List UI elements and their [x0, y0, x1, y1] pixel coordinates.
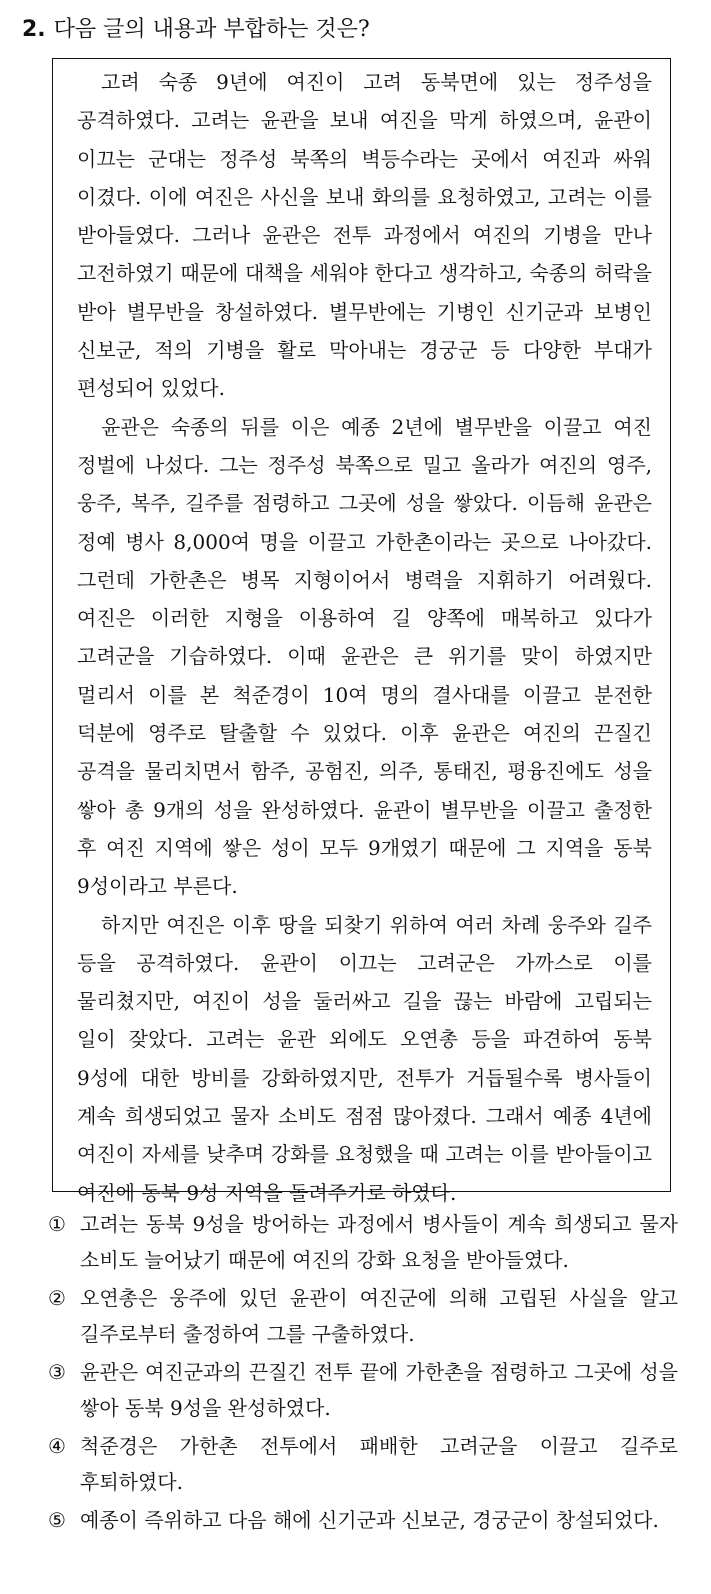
- question-prompt: 다음 글의 내용과 부합하는 것은?: [53, 17, 370, 42]
- choice-text: 척준경은 가한촌 전투에서 패배한 고려군을 이끌고 길주로 후퇴하였다.: [80, 1434, 678, 1494]
- question-header: [22, 14, 370, 46]
- choice-text: 윤관은 여진군과의 끈질긴 전투 끝에 가한촌을 점령하고 그곳에 성을 쌓아 동북 9성을 완성하였다.: [80, 1360, 678, 1420]
- passage-box: [52, 58, 671, 1205]
- choice-3[interactable]: [48, 1354, 678, 1426]
- choice-number: ⑤: [48, 1508, 66, 1532]
- question-number: 2.: [22, 17, 46, 42]
- choice-5[interactable]: [48, 1502, 678, 1538]
- choice-number: ③: [48, 1360, 66, 1384]
- choice-4[interactable]: [48, 1428, 678, 1500]
- choice-number: ①: [48, 1212, 66, 1236]
- passage-paragraph-3: 하지만 여진은 이후 땅을 되찾기 위하여 여러 차례 웅주와 길주 등을 공격하였다. 윤관이 이끄는 고려군은 가까스로 이를 물리쳤지만, 여진이 성을 둘러싸고 길을 끊는 바람에 고립되는 일이 잦았다. 고려는 윤관 외에도 오연총 등을 파견하여 동북 9성에 대한 방비를 강화하였지만, 전투가 거듭될수록 병사들이 계속 희생되었고 물자 소비도 점점 많아졌다. 그래서 예종 4년에 여진이 자세를 낮추며 강화를 요청했을 때 고려는 이를 받아들이고 여진에 동북 9성 지역을 돌려주기로 하였다.: [77, 912, 652, 1205]
- choice-text: 오연총은 웅주에 있던 윤관이 여진군에 의해 고립된 사실을 알고 길주로부터 출정하여 그를 구출하였다.: [80, 1286, 678, 1346]
- answer-choices: [48, 1206, 678, 1540]
- passage-paragraph-1: 고려 숙종 9년에 여진이 고려 동북면에 있는 정주성을 공격하였다. 고려는 윤관을 보내 여진을 막게 하였으며, 윤관이 이끄는 군대는 정주성 북쪽의 벽등수라는 곳에서 여진과 싸워 이겼다. 이에 여진은 사신을 보내 화의를 요청하였고, 고려는 이를 받아들였다. 그러나 윤관은 전투 과정에서 여진의 기병을 만나 고전하였기 때문에 대책을 세워야 한다고 생각하고, 숙종의 허락을 받아 별무반을 창설하였다. 별무반에는 기병인 신기군과 보병인 신보군, 적의 기병을 활로 막아내는 경궁군 등 다양한 부대가 편성되어 있었다.: [77, 70, 652, 401]
- choice-1[interactable]: [48, 1206, 678, 1278]
- choice-text: 고려는 동북 9성을 방어하는 과정에서 병사들이 계속 희생되고 물자 소비도 늘어났기 때문에 여진의 강화 요청을 받아들였다.: [80, 1212, 678, 1272]
- choice-number: ④: [48, 1434, 66, 1458]
- choice-2[interactable]: [48, 1280, 678, 1352]
- choice-number: ②: [48, 1286, 66, 1310]
- passage-paragraph-2: 윤관은 숙종의 뒤를 이은 예종 2년에 별무반을 이끌고 여진 정벌에 나섰다. 그는 정주성 북쪽으로 밀고 올라가 여진의 영주, 웅주, 복주, 길주를 점령하고 그곳에 성을 쌓았다. 이듬해 윤관은 정예 병사 8,000여 명을 이끌고 가한촌이라는 곳으로 나아갔다. 그런데 가한촌은 병목 지형이어서 병력을 지휘하기 어려웠다. 여진은 이러한 지형을 이용하여 길 양쪽에 매복하고 있다가 고려군을 기습하였다. 이때 윤관은 큰 위기를 맞이 하였지만 멀리서 이를 본 척준경이 10여 명의 결사대를 이끌고 분전한 덕분에 영주로 탈출할 수 있었다. 이후 윤관은 여진의 끈질긴 공격을 물리치면서 함주, 공험진, 의주, 통태진, 평융진에도 성을 쌓아 총 9개의 성을 완성하였다. 윤관이 별무반을 이끌고 출정한 후 여진 지역에 쌓은 성이 모두 9개였기 때문에 그 지역을 동북 9성이라고 부른다.: [77, 414, 652, 899]
- choice-text: 예종이 즉위하고 다음 해에 신기군과 신보군, 경궁군이 창설되었다.: [80, 1508, 659, 1532]
